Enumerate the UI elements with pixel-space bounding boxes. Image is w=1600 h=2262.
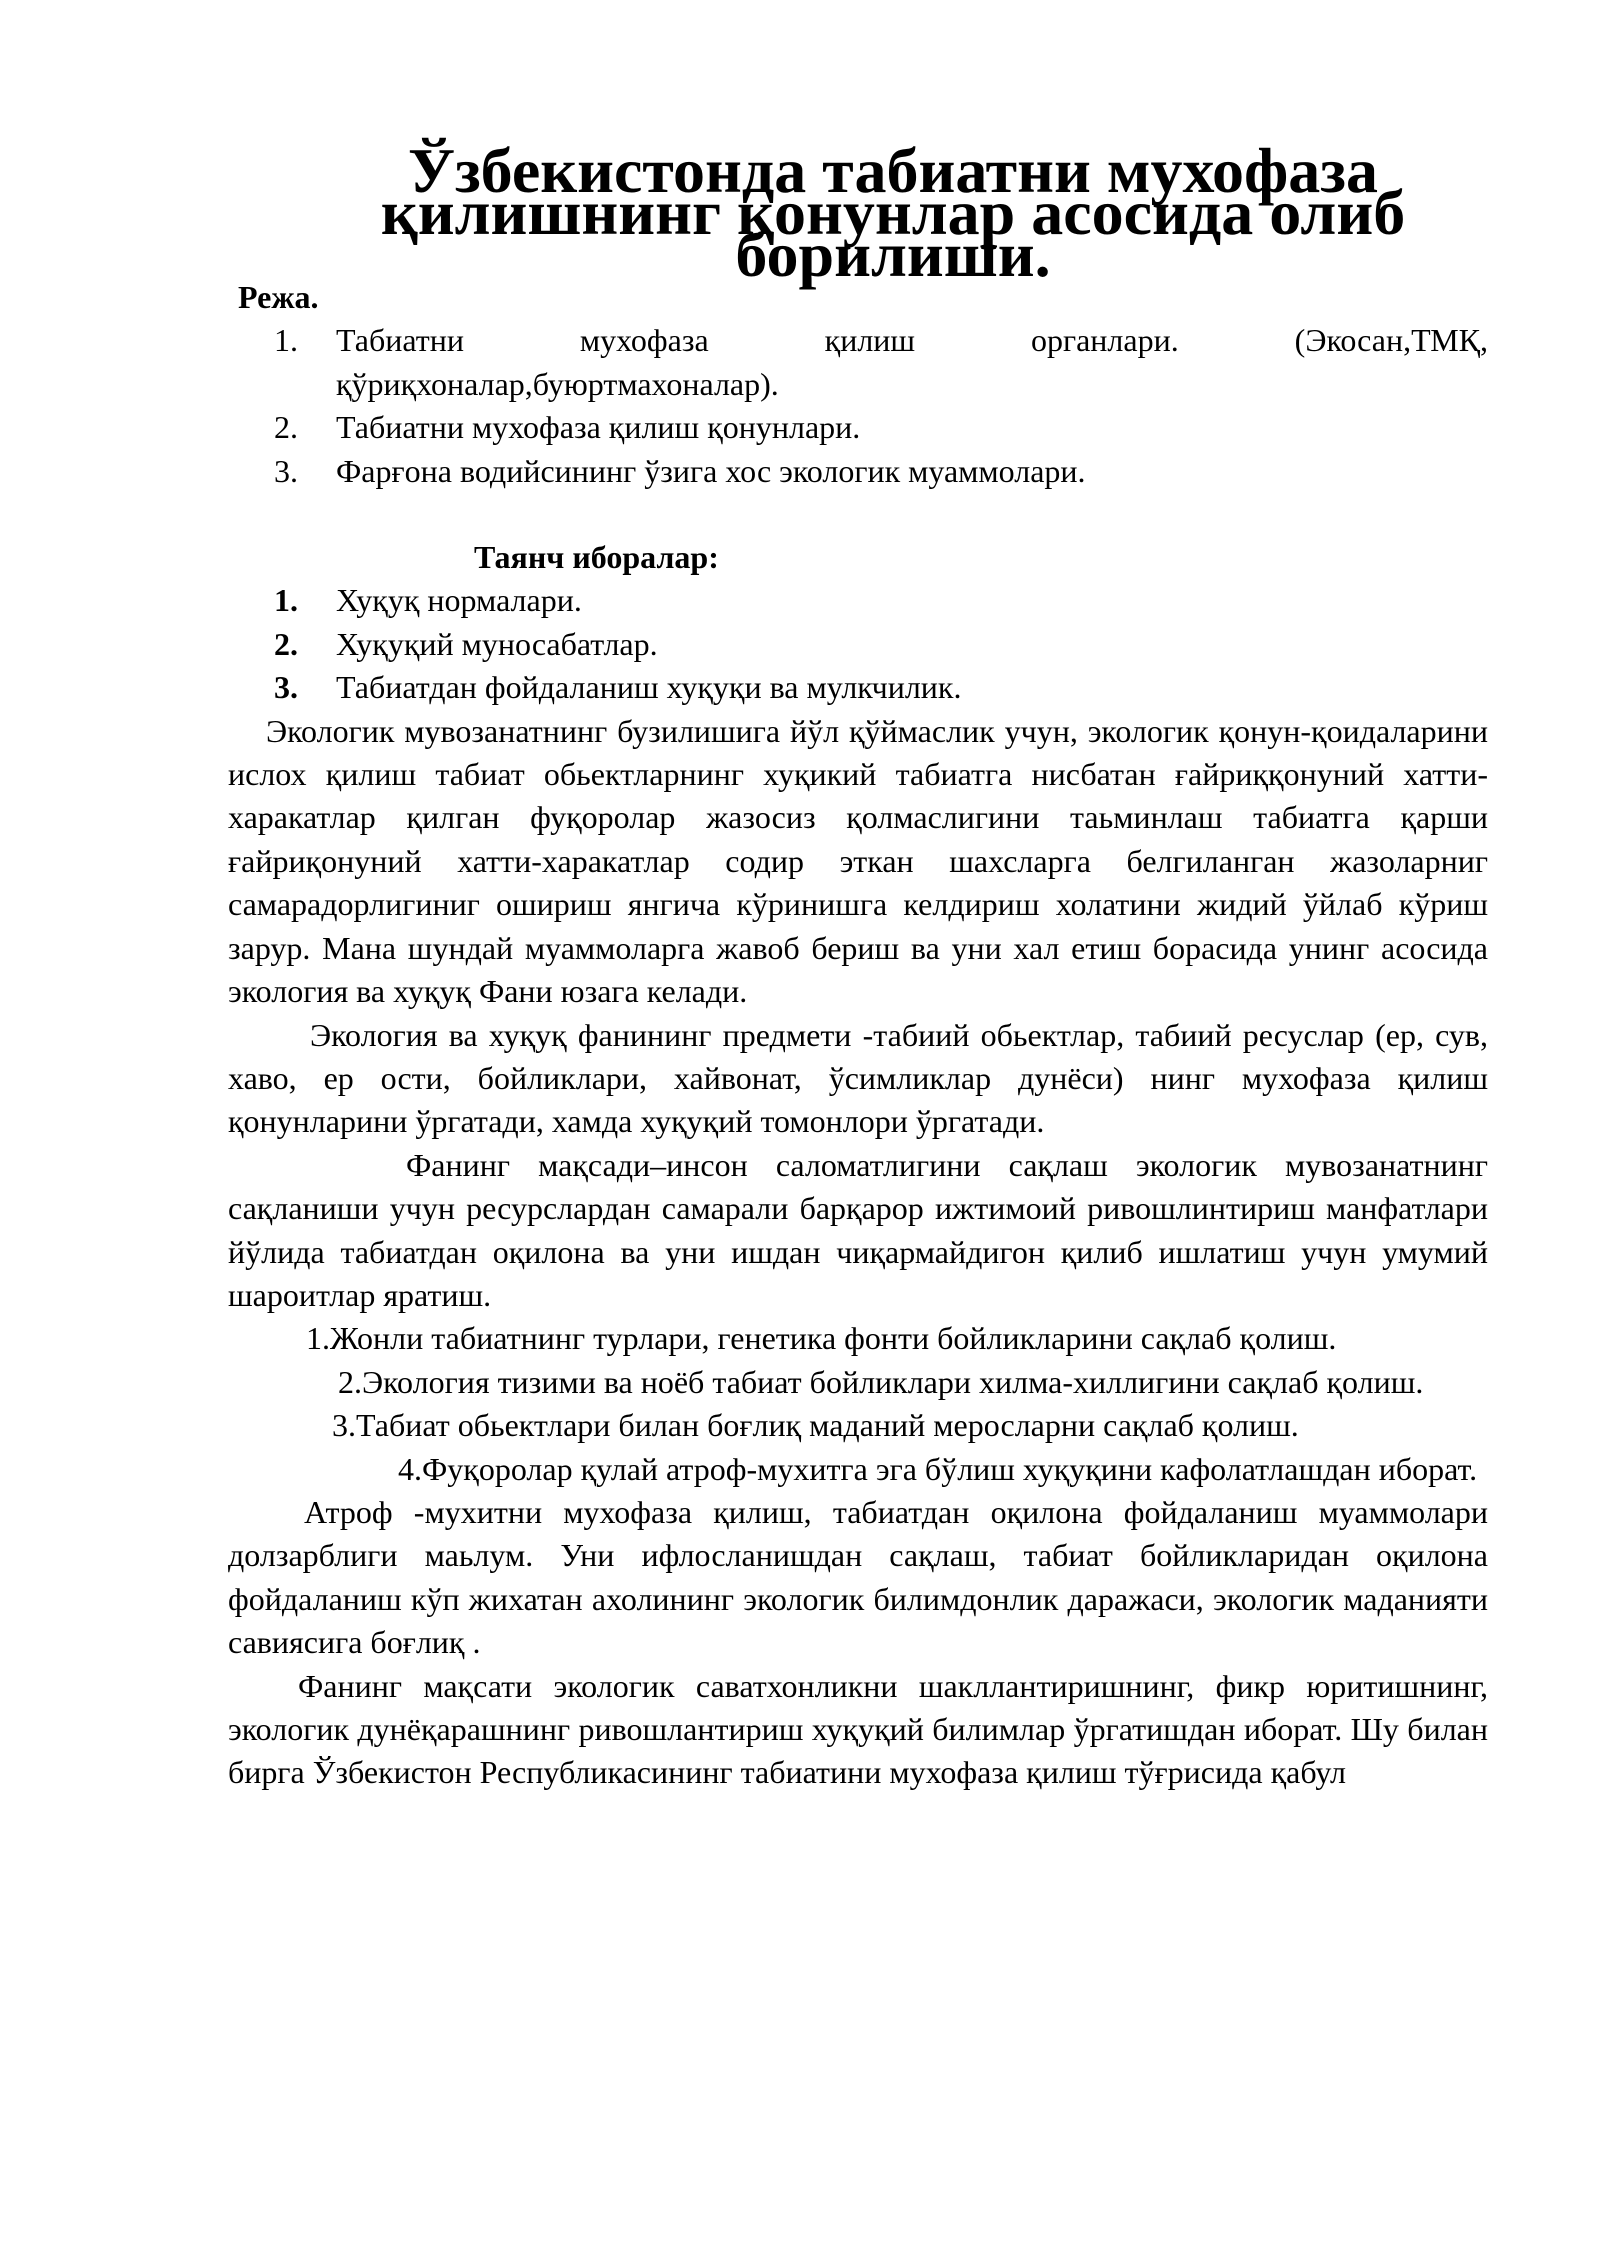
keyword-item bbox=[228, 579, 1488, 622]
body-paragraph: Экология ва хуқуқ фанининг предмети -табиий обьектлар, табиий ресуслар (ер, сув, хаво, ер ости, бойликлари, хайвонат, ўсимликлар дунёси) нинг мухофаза қилиш қонунларини ўргатади, хамда хуқуқий томонлори ўргатади. bbox=[228, 1016, 1488, 1140]
keyword-item-text: Хуқуқ нормалари. bbox=[336, 582, 582, 619]
keyword-item bbox=[228, 623, 1488, 666]
numbered-goal-paragraph: 1.Жонли табиатнинг турлари, генетика фонти бойликларини сақлаб қолиш. bbox=[306, 1320, 1337, 1357]
plan-item-text: Табиатни мухофаза қилиш органлари. (Экосан,ТМҚ, қўриқхоналар,буюртмахоналар). bbox=[336, 322, 1488, 402]
keyword-item-number: 2. bbox=[274, 625, 298, 662]
numbered-goal-paragraph: 4.Фуқоролар қулай атроф-мухитга эга бўлиш хуқуқини кафолатлашдан иборат. bbox=[398, 1450, 1478, 1487]
keyword-item-text: Хуқуқий муносабатлар. bbox=[336, 625, 658, 662]
keyword-item bbox=[228, 666, 1488, 709]
plan-item-text: Фарғона водийсининг ўзига хос экологик муаммолари. bbox=[336, 452, 1086, 489]
plan-item-number: 3. bbox=[274, 452, 298, 489]
numbered-goal-paragraph: 3.Табиат обьектлари билан боғлиқ маданий меросларни сақлаб қолиш. bbox=[332, 1407, 1299, 1444]
document-title: Ўзбекистонда табиатни мухофаза қилишнинг қонунлар асосида олиб борилиши. bbox=[380, 135, 1406, 290]
plan-item bbox=[228, 450, 1488, 493]
body-paragraph: Экологик мувозанатнинг бузилишига йўл қўймаслик учун, экологик қонун-қоидаларини ислох қилиш табиат обьектларнинг хуқикий табиатга нисбатан ғайриққонуний хатти-харакатлар қилган фуқоролар жазосиз қолмаслигини таьминлаш табиатга қарши ғайриқонуний хатти-харакатлар содир эткан шахсларга белгиланган жазоларниг самарадорлигиниг ошириш янгича кўринишга келдириш холатини жидий ўйлаб кўриш зарур. Мана шундай муаммоларга жавоб бериш ва уни хал етиш борасида унинг асосида экология ва хуқуқ Фани юзага келади. bbox=[228, 712, 1488, 1010]
plan-item-number: 2. bbox=[274, 409, 298, 446]
keywords-list bbox=[228, 579, 1488, 709]
plan-item bbox=[228, 406, 1488, 449]
body-paragraph: Фанинг мақсати экологик саватхонликни шакллантиришнинг, фикр юритишнинг, экологик дунёқарашнинг ривошлантириш хуқуқий билимлар ўргатишдан иборат. Шу билан бирга Ўзбекистон Республикасининг табиатини мухофаза қилиш тўғрисида қабул bbox=[228, 1667, 1488, 1791]
body-paragraph: Фанинг мақсади–инсон саломатлигини сақлаш экологик мувозанатнинг сақланиши учун ресурслардан самарали барқарор ижтимоий ривошлинтириш манфатлари йўлида табиатдан оқилона ва уни ишдан чиқармайдигон қилиб ишлатиш учун умумий шароитлар яратиш. bbox=[228, 1146, 1488, 1313]
keyword-item-number: 1. bbox=[274, 582, 298, 619]
keyword-item-text: Табиатдан фойдаланиш хуқуқи ва мулкчилик. bbox=[336, 669, 962, 706]
keywords-heading: Таянч иборалар: bbox=[474, 539, 719, 576]
plan-list bbox=[228, 319, 1488, 493]
document-body bbox=[228, 135, 1488, 1795]
plan-item-text: Табиатни мухофаза қилиш қонунлари. bbox=[336, 409, 861, 446]
plan-item-number: 1. bbox=[274, 322, 298, 359]
plan-heading: Режа. bbox=[238, 279, 319, 315]
keyword-item-number: 3. bbox=[274, 669, 298, 706]
numbered-goal-paragraph: 2.Экология тизими ва ноёб табиат бойликлари хилма-хиллигини сақлаб қолиш. bbox=[338, 1363, 1424, 1400]
plan-item bbox=[228, 319, 1488, 406]
body-paragraph: Атроф -мухитни мухофаза қилиш, табиатдан оқилона фойдаланиш муаммолари долзарблиги маьлум. Уни ифлосланишдан сақлаш, табиат бойликларидан оқилона фойдаланиш кўп жихатан ахолининг экологик билимдонлик даражаси, экологик маданияти савиясига боғлиқ . bbox=[228, 1493, 1488, 1661]
